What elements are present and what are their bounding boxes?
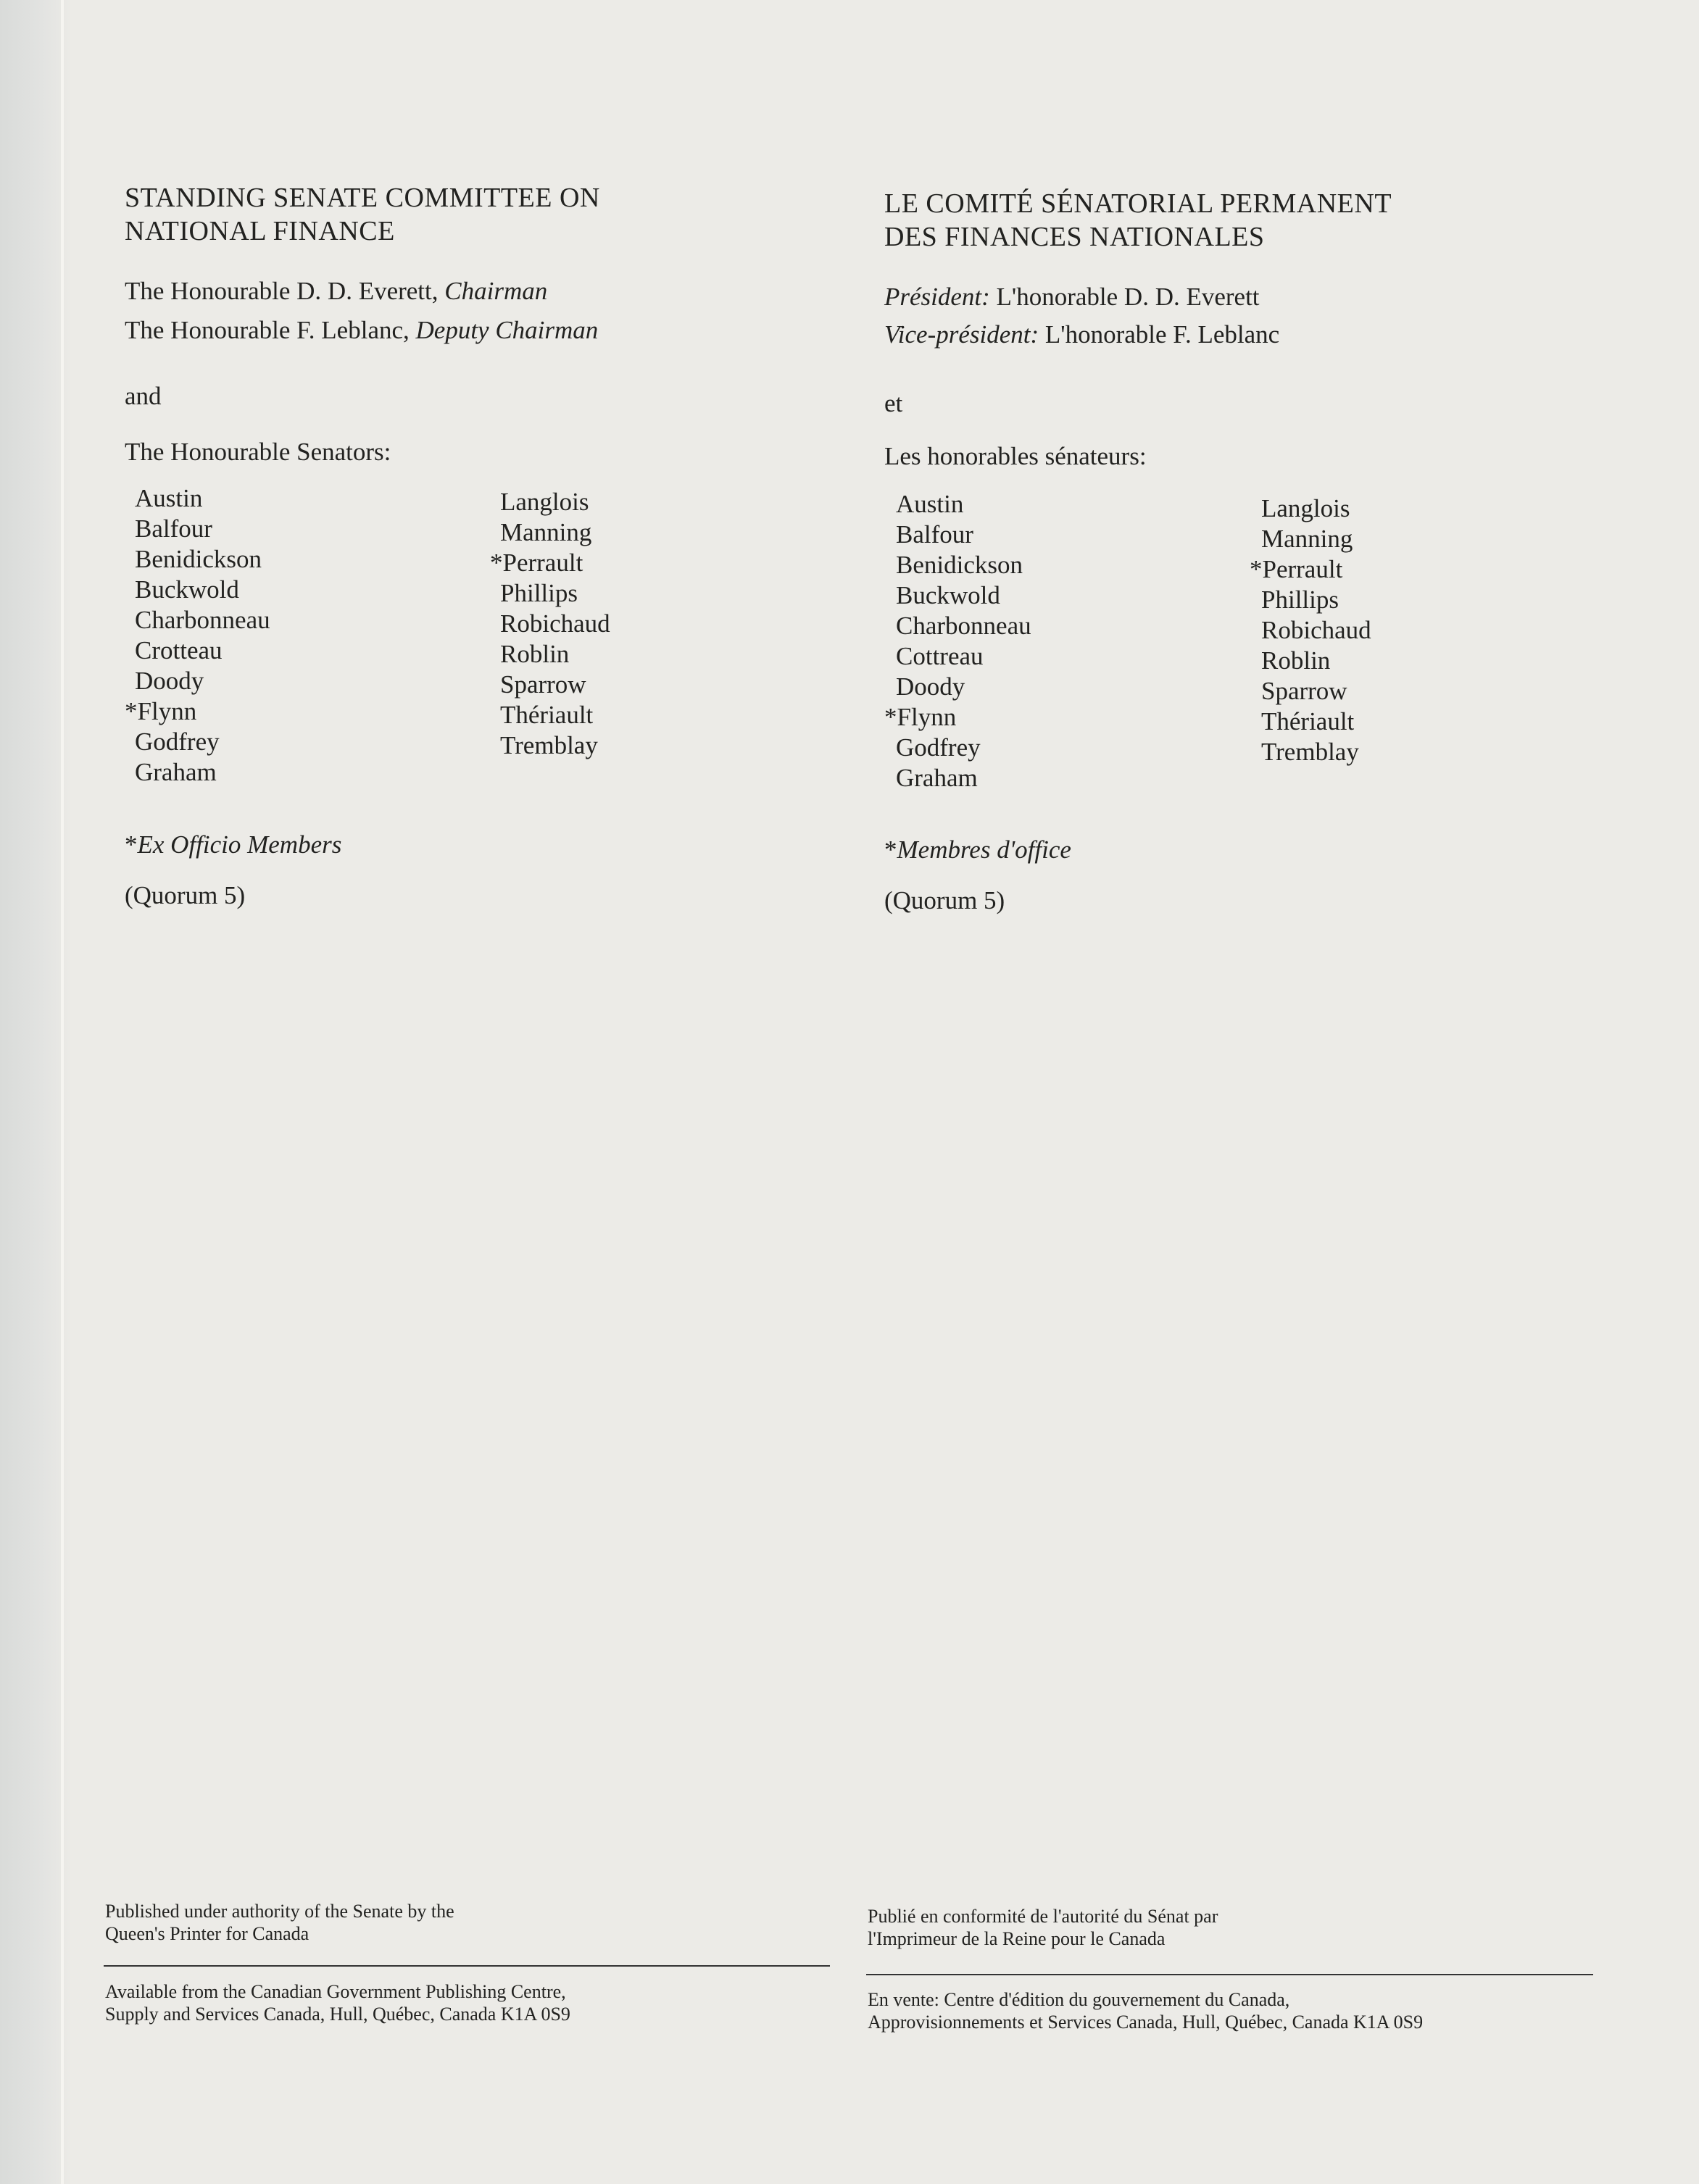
member-name: Langlois bbox=[500, 488, 589, 516]
available-en-line2: Supply and Services Canada, Hull, Québec, Canada K1A 0S9 bbox=[105, 2004, 570, 2025]
member-name: Balfour bbox=[135, 514, 212, 543]
available-note-fr bbox=[868, 1988, 1423, 2033]
member-name: Thériault bbox=[1261, 707, 1355, 735]
available-en-line1: Available from the Canadian Government Publishing Centre, bbox=[105, 1981, 566, 2002]
member-name: Phillips bbox=[500, 579, 578, 607]
quorum-fr: (Quorum 5) bbox=[884, 886, 1005, 914]
vice-president-line-fr bbox=[884, 319, 1279, 351]
published-fr-line1: Publié en conformité de l'autorité du Sénat par bbox=[868, 1906, 1218, 1927]
member-name: *Perrault bbox=[1250, 555, 1343, 583]
chairman-name-en: The Honourable D. D. Everett, bbox=[125, 277, 445, 305]
president-role-fr: Président: bbox=[884, 283, 990, 311]
published-en-line1: Published under authority of the Senate by the bbox=[105, 1901, 454, 1922]
member-name: Doody bbox=[896, 672, 965, 701]
available-fr-line1: En vente: Centre d'édition du gouvernement du Canada, bbox=[868, 1989, 1290, 2010]
member-name: Balfour bbox=[896, 520, 973, 549]
member-name: Robichaud bbox=[500, 609, 610, 638]
deputy-chairman-line-en bbox=[125, 314, 598, 346]
quorum-en: (Quorum 5) bbox=[125, 881, 246, 909]
member-name: Tremblay bbox=[500, 731, 598, 759]
footer-divider-fr bbox=[866, 1974, 1593, 1975]
ex-officio-asterisk-en: * bbox=[125, 830, 138, 859]
published-note-en bbox=[105, 1900, 454, 1945]
member-name: Roblin bbox=[1261, 646, 1331, 675]
member-name: Charbonneau bbox=[896, 612, 1031, 640]
member-name: Tremblay bbox=[1261, 738, 1359, 766]
member-name: Sparrow bbox=[500, 670, 586, 699]
committee-title-en bbox=[125, 181, 600, 248]
member-name: Benidickson bbox=[135, 545, 262, 573]
ex-officio-text-en: Ex Officio Members bbox=[137, 830, 342, 859]
member-name: Austin bbox=[896, 490, 964, 518]
vice-name-fr: L'honorable F. Leblanc bbox=[1039, 320, 1280, 349]
member-name: Roblin bbox=[500, 640, 570, 668]
and-text-fr: et bbox=[884, 389, 903, 417]
member-name: Austin bbox=[135, 484, 203, 512]
member-name: Crotteau bbox=[135, 636, 223, 664]
ex-officio-note-fr bbox=[884, 834, 1071, 866]
ex-officio-text-fr: Membres d'office bbox=[897, 835, 1071, 864]
member-name: Benidickson bbox=[896, 551, 1023, 579]
available-note-en bbox=[105, 1980, 570, 2025]
published-note-fr bbox=[868, 1905, 1218, 1950]
published-en-line2: Queen's Printer for Canada bbox=[105, 1923, 310, 1944]
member-name: Graham bbox=[135, 758, 217, 786]
published-fr-line2: l'Imprimeur de la Reine pour le Canada bbox=[868, 1928, 1166, 1949]
member-name: Godfrey bbox=[896, 733, 981, 762]
and-text-en: and bbox=[125, 382, 162, 410]
president-line-fr bbox=[884, 281, 1260, 313]
member-name: Sparrow bbox=[1261, 677, 1347, 705]
available-fr-line2: Approvisionnements et Services Canada, Hull, Québec, Canada K1A 0S9 bbox=[868, 2012, 1424, 2033]
deputy-name-en: The Honourable F. Leblanc, bbox=[125, 316, 416, 344]
ex-officio-note-en bbox=[125, 829, 341, 861]
committee-title-en-line2: NATIONAL FINANCE bbox=[125, 216, 395, 246]
member-name: Robichaud bbox=[1261, 616, 1371, 644]
member-name: Manning bbox=[1261, 525, 1353, 553]
president-name-fr: L'honorable D. D. Everett bbox=[989, 283, 1260, 311]
member-name: Godfrey bbox=[135, 728, 220, 756]
member-name: Langlois bbox=[1261, 494, 1350, 522]
member-name: *Perrault bbox=[490, 549, 583, 577]
member-name: *Flynn bbox=[125, 697, 197, 725]
members-list-fr-col2 bbox=[1250, 493, 1371, 767]
members-list-en-col1 bbox=[125, 483, 270, 788]
senators-intro-en: The Honourable Senators: bbox=[125, 438, 391, 466]
footer-divider-en bbox=[104, 1965, 830, 1967]
committee-title-fr bbox=[884, 187, 1392, 254]
committee-title-fr-line2: DES FINANCES NATIONALES bbox=[884, 222, 1265, 252]
members-list-en-col2 bbox=[490, 487, 610, 761]
member-name: Buckwold bbox=[896, 581, 1000, 609]
members-list-fr-col1 bbox=[884, 489, 1031, 793]
member-name: Buckwold bbox=[135, 575, 239, 604]
committee-title-fr-line1: LE COMITÉ SÉNATORIAL PERMANENT bbox=[884, 188, 1392, 219]
chairman-role-en: Chairman bbox=[444, 277, 548, 305]
vice-role-fr: Vice-président: bbox=[884, 320, 1039, 349]
deputy-role-en: Deputy Chairman bbox=[415, 316, 599, 344]
page-binding-edge bbox=[0, 0, 70, 2184]
member-name: Charbonneau bbox=[135, 606, 270, 634]
member-name: Graham bbox=[896, 764, 978, 792]
member-name: Doody bbox=[135, 667, 204, 695]
ex-officio-asterisk-fr: * bbox=[884, 835, 897, 864]
member-name: Phillips bbox=[1261, 585, 1339, 614]
member-name: Cottreau bbox=[896, 642, 984, 670]
member-name: *Flynn bbox=[884, 703, 957, 731]
committee-title-en-line1: STANDING SENATE COMMITTEE ON bbox=[125, 183, 600, 213]
member-name: Manning bbox=[500, 518, 592, 546]
chairman-line-en bbox=[125, 275, 547, 307]
member-name: Thériault bbox=[500, 701, 594, 729]
senators-intro-fr: Les honorables sénateurs: bbox=[884, 442, 1147, 470]
